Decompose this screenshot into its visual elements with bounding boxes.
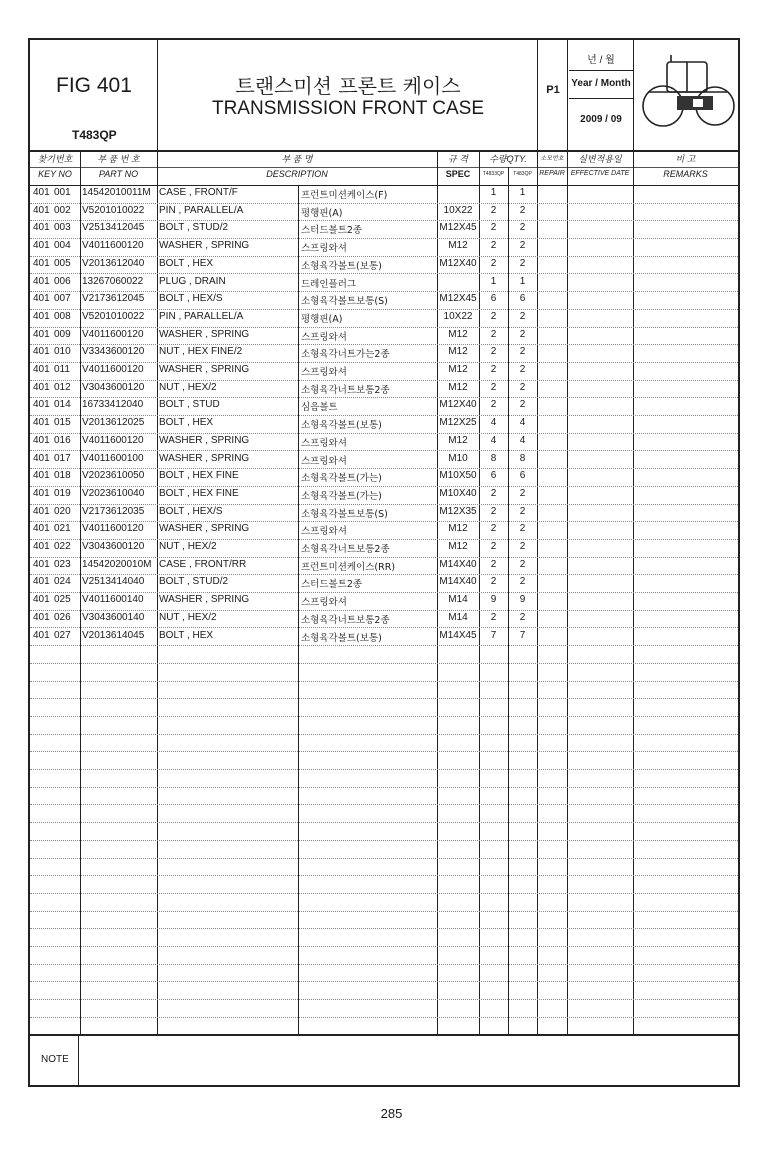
cell-spec: M12X45 xyxy=(439,293,477,305)
cell-desc-ko: 스프링와셔 xyxy=(301,597,347,609)
cell-part: 14542010011M xyxy=(82,187,151,198)
table-row xyxy=(30,380,738,399)
empty-row xyxy=(30,769,738,788)
cell-spec: M10X40 xyxy=(439,487,477,499)
col-remarks-ko: 비 고 xyxy=(675,154,696,164)
cell-key: 011 xyxy=(54,364,70,375)
cell-q1: 2 xyxy=(490,558,497,570)
empty-row xyxy=(30,893,738,912)
cell-part: 14542020010M xyxy=(82,558,152,570)
cell-spec: M12 xyxy=(448,240,468,252)
cell-part: V2513414040 xyxy=(82,576,145,588)
cell-key: 024 xyxy=(54,576,71,588)
col-remarks-en: REMARKS xyxy=(663,169,708,179)
col-desc-ko: 부 품 명 xyxy=(281,154,313,164)
note-label: NOTE xyxy=(41,1054,69,1065)
year-month-english: Year / Month xyxy=(571,78,631,89)
cell-desc-en: WASHER , SPRING xyxy=(159,434,250,446)
parts-sheet xyxy=(28,38,740,1087)
cell-key: 019 xyxy=(54,487,71,499)
cell-q2: 2 xyxy=(519,487,526,499)
cell-desc-ko: 소형육각볼트(보통) xyxy=(301,632,382,644)
table-row xyxy=(30,309,738,328)
cell-desc-en: BOLT , HEX xyxy=(159,257,214,269)
empty-row xyxy=(30,964,738,983)
empty-row xyxy=(30,822,738,841)
cell-fig: 401 xyxy=(33,381,50,393)
figure-box xyxy=(30,40,157,150)
table-row xyxy=(30,238,738,257)
cell-q1: 4 xyxy=(490,434,497,446)
table-row xyxy=(30,468,738,487)
title-box xyxy=(159,40,537,150)
sheet-header xyxy=(30,40,738,152)
cell-key: 026 xyxy=(54,611,71,623)
cell-spec: M12 xyxy=(448,381,468,393)
cell-q2: 2 xyxy=(519,222,526,234)
cell-key: 018 xyxy=(54,470,71,482)
cell-desc-en: CASE , FRONT/RR xyxy=(159,558,247,570)
cell-desc-en: WASHER , SPRING xyxy=(159,328,250,340)
title-korean: 트랜스미션 프론트 케이스 xyxy=(235,74,461,98)
issue-date: 2009 / 09 xyxy=(580,114,622,125)
cell-q2: 4 xyxy=(519,417,526,429)
cell-spec: M14X40 xyxy=(439,558,477,570)
cell-desc-en: CASE , FRONT/F xyxy=(159,187,238,198)
table-row xyxy=(30,203,738,222)
cell-fig: 401 xyxy=(33,187,50,198)
cell-spec: M14X40 xyxy=(439,576,477,588)
table-row xyxy=(30,327,738,346)
cell-q1: 2 xyxy=(490,240,497,252)
tractor-icon xyxy=(635,40,738,150)
cell-spec: M12 xyxy=(448,434,468,446)
cell-desc-en: WASHER , SPRING xyxy=(159,594,250,606)
cell-q2: 2 xyxy=(519,364,526,375)
cell-desc-ko: 스프링와셔 xyxy=(301,526,347,538)
cell-q1: 2 xyxy=(490,611,497,623)
cell-fig: 401 xyxy=(33,222,50,234)
cell-fig: 401 xyxy=(33,257,50,269)
table-row xyxy=(30,291,738,310)
year-month-box xyxy=(569,40,633,150)
cell-q1: 2 xyxy=(490,505,497,517)
cell-desc-en: BOLT , HEX FINE xyxy=(159,487,239,499)
cell-key: 002 xyxy=(54,204,71,216)
cell-part: V4011600100 xyxy=(82,452,144,464)
cell-q2: 4 xyxy=(519,434,526,446)
cell-fig: 401 xyxy=(33,417,50,429)
parts-table xyxy=(30,185,738,1034)
empty-row xyxy=(30,805,738,824)
col-key-ko: 찾기번호 xyxy=(37,154,73,164)
cell-fig: 401 xyxy=(33,328,50,340)
cell-q1: 2 xyxy=(490,541,497,552)
cell-part: V2013612040 xyxy=(82,257,145,269)
col-eff-en: EFFECTIVE DATE xyxy=(570,170,630,177)
cell-fig: 401 xyxy=(33,399,50,411)
cell-spec: M10 xyxy=(448,452,468,464)
cell-q2: 6 xyxy=(519,470,526,482)
cell-desc-ko: 소형육각볼트보통(S) xyxy=(301,296,388,308)
col-part-en: PART NO xyxy=(98,169,139,179)
table-row xyxy=(30,521,738,540)
cell-fig: 401 xyxy=(33,275,50,287)
cell-desc-ko: 스프링와셔 xyxy=(301,437,347,449)
empty-row xyxy=(30,928,738,947)
cell-spec: M14 xyxy=(448,594,468,606)
cell-desc-en: BOLT , HEX FINE xyxy=(159,470,239,482)
cell-spec: 10X22 xyxy=(443,204,473,216)
cell-key: 022 xyxy=(54,541,71,552)
cell-q2: 2 xyxy=(519,576,526,588)
table-row xyxy=(30,362,738,381)
table-row xyxy=(30,433,738,452)
cell-desc-ko: 스터드볼트2종 xyxy=(301,225,363,237)
col-repair-ko: 소모번호 xyxy=(540,156,564,162)
cell-q1: 2 xyxy=(490,381,497,393)
cell-part: V2173612045 xyxy=(82,293,145,305)
title-english: TRANSMISSION FRONT CASE xyxy=(211,98,484,119)
cell-q2: 6 xyxy=(519,293,526,305)
cell-part: V3043600120 xyxy=(82,541,145,552)
table-row xyxy=(30,557,738,576)
cell-part: V2513412045 xyxy=(82,222,145,234)
cell-desc-en: BOLT , STUD/2 xyxy=(159,576,229,588)
cell-desc-en: PIN , PARALLEL/A xyxy=(159,204,244,216)
cell-fig: 401 xyxy=(33,594,50,606)
cell-q2: 2 xyxy=(519,257,526,269)
cell-desc-en: NUT , HEX FINE/2 xyxy=(159,346,243,358)
cell-desc-en: PLUG , DRAIN xyxy=(159,275,226,287)
cell-q1: 2 xyxy=(490,576,497,588)
page-number: 285 xyxy=(380,1106,403,1121)
cell-part: V3043600140 xyxy=(82,611,145,623)
cell-spec: M10X50 xyxy=(439,470,477,482)
table-row xyxy=(30,486,738,505)
cell-fig: 401 xyxy=(33,310,50,322)
cell-key: 010 xyxy=(54,346,71,358)
model-code: T483QP xyxy=(72,128,117,142)
col-repair-en: REPAIR xyxy=(539,170,565,177)
cell-desc-en: WASHER , SPRING xyxy=(159,364,250,375)
empty-row xyxy=(30,645,738,664)
cell-q2: 2 xyxy=(519,611,526,623)
cell-key: 023 xyxy=(54,558,71,570)
cell-desc-ko: 평행핀(A) xyxy=(301,313,343,325)
cell-q2: 1 xyxy=(519,187,526,198)
cell-desc-en: BOLT , HEX xyxy=(159,629,214,641)
cell-q1: 2 xyxy=(490,346,497,358)
cell-q2: 2 xyxy=(519,240,526,252)
cell-part: V4011600120 xyxy=(82,328,144,340)
cell-q1: 1 xyxy=(490,275,497,287)
cell-desc-ko: 소형육각너트보통2종 xyxy=(301,544,390,555)
cell-part: V4011600120 xyxy=(82,364,144,375)
cell-desc-ko: 소형육각볼트보통(S) xyxy=(301,508,388,520)
cell-part: 13267060022 xyxy=(82,275,144,287)
cell-part: 16733412040 xyxy=(82,399,144,411)
cell-fig: 401 xyxy=(33,293,50,305)
table-row xyxy=(30,628,738,647)
cell-spec: M12X45 xyxy=(439,222,477,234)
cell-key: 017 xyxy=(54,452,71,464)
cell-desc-en: BOLT , STUD/2 xyxy=(159,222,229,234)
cell-q2: 8 xyxy=(519,452,526,464)
empty-row xyxy=(30,840,738,859)
empty-row xyxy=(30,982,738,1001)
cell-part: V2023610050 xyxy=(82,470,145,482)
cell-desc-ko: 소형육각볼트(가는) xyxy=(301,473,382,485)
cell-desc-ko: 스터드볼트2종 xyxy=(301,579,363,591)
col-desc-en: DESCRIPTION xyxy=(266,169,328,179)
cell-desc-ko: 스프링와셔 xyxy=(301,455,347,467)
cell-fig: 401 xyxy=(33,611,50,623)
page-code-box xyxy=(539,40,567,150)
cell-q1: 2 xyxy=(490,487,497,499)
note-box xyxy=(30,1034,738,1087)
table-row xyxy=(30,539,738,558)
empty-row xyxy=(30,999,738,1018)
cell-desc-ko: 소형육각너트가는2종 xyxy=(301,349,390,361)
cell-spec: M12X35 xyxy=(439,505,477,517)
cell-part: V4011600120 xyxy=(82,240,144,252)
table-row xyxy=(30,451,738,470)
cell-fig: 401 xyxy=(33,240,50,252)
cell-desc-en: NUT , HEX/2 xyxy=(159,541,217,552)
cell-desc-ko: 소형육각볼트(가는) xyxy=(301,490,382,502)
empty-row xyxy=(30,911,738,930)
empty-row xyxy=(30,946,738,965)
cell-q1: 6 xyxy=(490,470,497,482)
cell-spec: M12 xyxy=(448,346,468,358)
cell-q1: 8 xyxy=(490,452,497,464)
page-code: P1 xyxy=(546,84,560,96)
cell-part: V4011600120 xyxy=(82,523,144,535)
cell-desc-en: WASHER , SPRING xyxy=(159,452,250,464)
table-row xyxy=(30,185,738,204)
empty-row xyxy=(30,716,738,735)
cell-q1: 9 xyxy=(490,594,497,606)
cell-key: 008 xyxy=(54,310,71,322)
cell-desc-ko: 스프링와셔 xyxy=(301,367,347,378)
cell-spec: M12X25 xyxy=(439,417,477,429)
empty-row xyxy=(30,858,738,877)
cell-part: V2013612025 xyxy=(82,417,145,429)
cell-part: V3343600120 xyxy=(82,346,145,358)
cell-q2: 9 xyxy=(519,594,526,606)
cell-q2: 2 xyxy=(519,381,526,393)
cell-desc-en: NUT , HEX/2 xyxy=(159,611,217,623)
cell-fig: 401 xyxy=(33,487,50,499)
col-eff-ko: 실변적용일 xyxy=(578,154,622,164)
cell-q1: 2 xyxy=(490,204,497,216)
empty-row xyxy=(30,681,738,700)
cell-desc-en: BOLT , HEX xyxy=(159,417,214,429)
cell-spec: M12 xyxy=(448,523,468,535)
empty-row xyxy=(30,751,738,770)
cell-q1: 2 xyxy=(490,222,497,234)
cell-q2: 2 xyxy=(519,558,526,570)
cell-q1: 7 xyxy=(490,629,497,641)
empty-row xyxy=(30,875,738,894)
cell-desc-ko: 소형육각볼트(보통) xyxy=(301,420,382,432)
cell-desc-en: BOLT , STUD xyxy=(159,399,220,411)
col-key-en: KEY NO xyxy=(38,169,72,179)
cell-desc-ko: 스프링와셔 xyxy=(301,331,347,343)
empty-row xyxy=(30,1017,738,1036)
cell-desc-ko: 소형육각볼트(보통) xyxy=(301,260,382,272)
cell-fig: 401 xyxy=(33,523,50,535)
cell-q1: 4 xyxy=(490,417,497,429)
cell-desc-ko: 소형육각너트보통2종 xyxy=(301,614,390,626)
cell-fig: 401 xyxy=(33,558,50,570)
cell-q2: 2 xyxy=(519,328,526,340)
cell-fig: 401 xyxy=(33,452,50,464)
cell-q1: 2 xyxy=(490,328,497,340)
cell-key: 021 xyxy=(54,523,71,535)
cell-fig: 401 xyxy=(33,434,50,446)
col-spec-ko: 규 격 xyxy=(448,154,468,164)
cell-q1: 2 xyxy=(490,257,497,269)
year-month-korean: 년 / 월 xyxy=(587,55,615,66)
cell-desc-en: PIN , PARALLEL/A xyxy=(159,310,244,322)
cell-q2: 2 xyxy=(519,310,526,322)
cell-part: V4011600140 xyxy=(82,594,144,606)
cell-key: 001 xyxy=(54,187,71,198)
cell-part: V5201010022 xyxy=(82,204,145,216)
cell-part: V5201010022 xyxy=(82,310,145,322)
col-qty-sub2: T483QP xyxy=(513,171,532,177)
cell-desc-en: WASHER , SPRING xyxy=(159,523,250,535)
cell-spec: M12X40 xyxy=(439,257,477,269)
cell-spec: M14 xyxy=(448,611,468,623)
cell-q1: 2 xyxy=(490,310,497,322)
cell-desc-en: BOLT , HEX/S xyxy=(159,293,223,305)
cell-fig: 401 xyxy=(33,576,50,588)
cell-key: 005 xyxy=(54,257,71,269)
cell-fig: 401 xyxy=(33,629,50,641)
cell-desc-en: WASHER , SPRING xyxy=(159,240,250,252)
cell-spec: M12X40 xyxy=(439,399,477,411)
cell-key: 007 xyxy=(54,293,71,305)
table-row xyxy=(30,504,738,523)
cell-fig: 401 xyxy=(33,346,50,358)
cell-q2: 2 xyxy=(519,505,526,517)
table-row xyxy=(30,256,738,275)
col-part-ko: 부 품 번 호 xyxy=(97,154,140,164)
cell-part: V2173612035 xyxy=(82,505,145,517)
cell-spec: M12 xyxy=(448,541,468,552)
cell-key: 012 xyxy=(54,381,71,393)
cell-q1: 2 xyxy=(490,523,497,535)
table-row xyxy=(30,415,738,434)
col-qty: 수량QTY. xyxy=(489,154,527,164)
cell-q1: 2 xyxy=(490,364,497,375)
cell-spec: M14X45 xyxy=(439,629,477,641)
cell-desc-ko: 심음볼트 xyxy=(301,402,338,414)
cell-fig: 401 xyxy=(33,541,50,552)
cell-key: 009 xyxy=(54,328,71,340)
cell-q2: 7 xyxy=(519,629,526,641)
cell-spec: 10X22 xyxy=(443,310,473,322)
empty-row xyxy=(30,787,738,806)
cell-part: V2023610040 xyxy=(82,487,145,499)
cell-q1: 1 xyxy=(490,187,497,198)
cell-part: V4011600120 xyxy=(82,434,144,446)
cell-part: V2013614045 xyxy=(82,629,145,641)
cell-desc-en: BOLT , HEX/S xyxy=(159,505,223,517)
table-row xyxy=(30,592,738,611)
cell-desc-ko: 소형육각너트보통2종 xyxy=(301,384,390,396)
table-row xyxy=(30,220,738,239)
empty-row xyxy=(30,698,738,717)
cell-spec: M12 xyxy=(448,328,468,340)
cell-q1: 6 xyxy=(490,293,497,305)
cell-desc-ko: 드레인플러그 xyxy=(301,278,357,290)
cell-key: 020 xyxy=(54,505,71,517)
cell-key: 006 xyxy=(54,275,71,287)
cell-q1: 2 xyxy=(490,399,497,411)
table-row xyxy=(30,274,738,293)
cell-fig: 401 xyxy=(33,364,50,375)
cell-q2: 2 xyxy=(519,523,526,535)
cell-q2: 2 xyxy=(519,399,526,411)
cell-key: 015 xyxy=(54,417,71,429)
cell-fig: 401 xyxy=(33,505,50,517)
cell-desc-ko: 스프링와셔 xyxy=(301,243,347,255)
cell-key: 025 xyxy=(54,594,71,606)
cell-key: 014 xyxy=(54,399,71,411)
cell-desc-ko: 프런트미션케이스(RR) xyxy=(301,561,396,573)
cell-spec: M12 xyxy=(448,364,468,375)
cell-key: 016 xyxy=(54,434,71,446)
table-row xyxy=(30,344,738,363)
cell-desc-ko: 프런트미션케이스(F) xyxy=(301,190,388,201)
col-spec-en: SPEC xyxy=(445,169,471,179)
cell-part: V3043600120 xyxy=(82,381,145,393)
table-row xyxy=(30,610,738,629)
table-row xyxy=(30,397,738,416)
empty-row xyxy=(30,663,738,682)
cell-q2: 2 xyxy=(519,204,526,216)
cell-key: 004 xyxy=(54,240,71,252)
cell-q2: 2 xyxy=(519,346,526,358)
cell-fig: 401 xyxy=(33,204,50,216)
table-row xyxy=(30,574,738,593)
cell-desc-ko: 평행핀(A) xyxy=(301,207,343,219)
figure-label: FIG 401 xyxy=(56,74,132,97)
cell-q2: 1 xyxy=(519,275,526,287)
cell-key: 003 xyxy=(54,222,71,234)
cell-key: 027 xyxy=(54,629,71,641)
cell-q2: 2 xyxy=(519,541,526,552)
empty-row xyxy=(30,734,738,753)
cell-desc-en: NUT , HEX/2 xyxy=(159,381,217,393)
col-qty-sub1: T4833QP xyxy=(482,171,505,177)
cell-fig: 401 xyxy=(33,470,50,482)
